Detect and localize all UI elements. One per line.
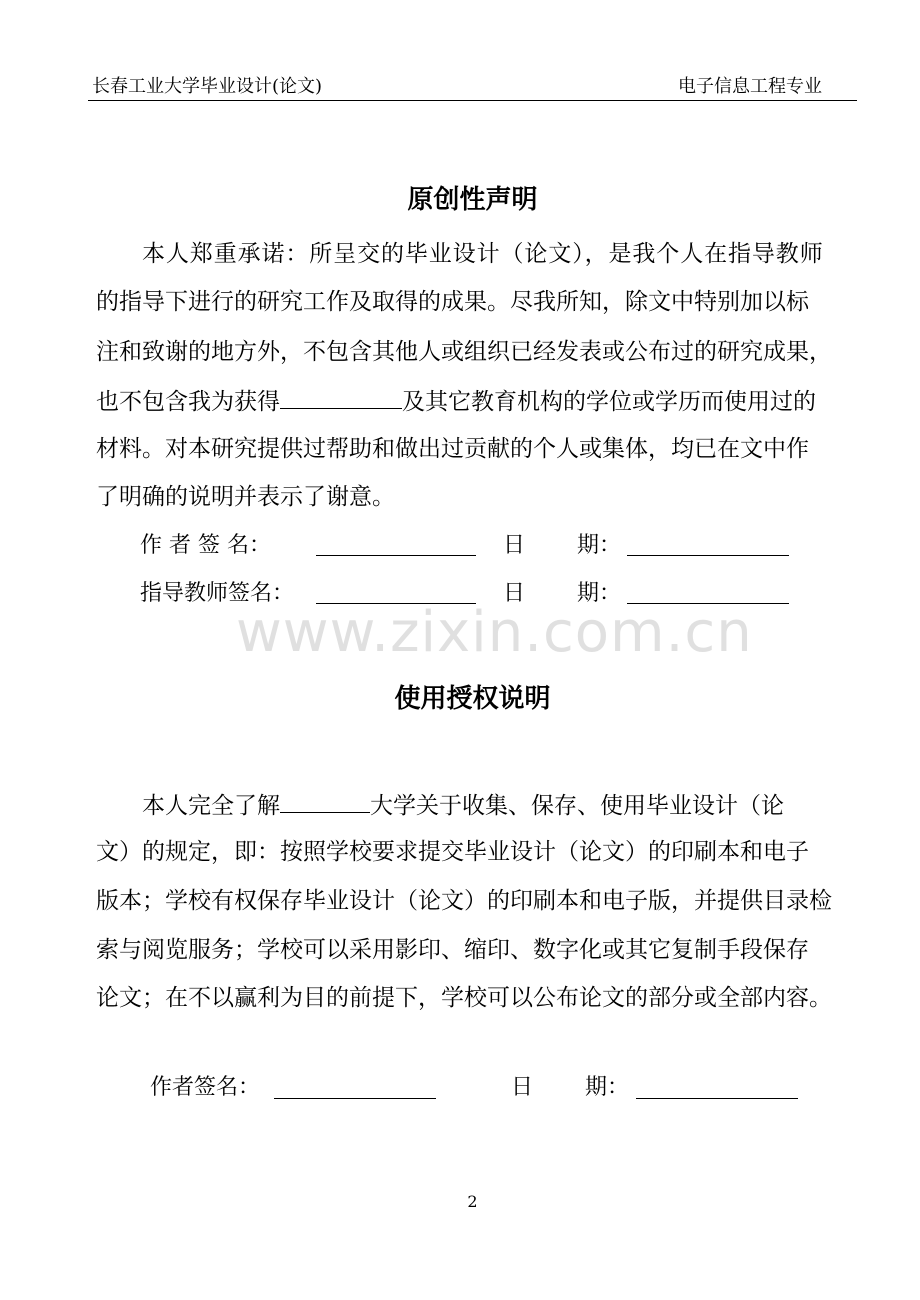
author-date-blank[interactable] (627, 555, 789, 556)
auth-author-sign-label: 作者签名： (150, 1075, 261, 1100)
authorization-line-1 (142, 790, 784, 820)
authorization-line-5: 论文；在不以赢利为目的前提下，学校可以公布论文的部分或全部内容。 (96, 985, 832, 1011)
author-date-label-day: 日 (503, 533, 526, 558)
university-name-blank[interactable] (280, 790, 370, 813)
advisor-sign-label: 指导教师签名： (140, 581, 295, 606)
authorization-line-2: 文）的规定，即：按照学校要求提交毕业设计（论文）的印刷本和电子 (96, 839, 809, 865)
authorization-line-3: 版本；学校有权保存毕业设计（论文）的印刷本和电子版，并提供目录检 (96, 888, 832, 914)
declaration-title: 原创性声明 (407, 185, 538, 215)
authorization-line-4: 索与阅览服务；学校可以采用影印、缩印、数字化或其它复制手段保存 (96, 937, 809, 963)
auth-date-blank[interactable] (636, 1098, 798, 1099)
header-major: 电子信息工程专业 (678, 76, 822, 97)
declaration-line-5: 材料。对本研究提供过帮助和做出过贡献的个人或集体，均已在文中作 (96, 436, 809, 462)
header-divider (88, 100, 857, 101)
advisor-date-label-day: 日 (503, 581, 526, 606)
authorization-line-1-end: 大学关于收集、保存、使用毕业设计（论 (370, 793, 784, 819)
declaration-line-6: 了明确的说明并表示了谢意。 (96, 484, 395, 510)
auth-author-sign-blank[interactable] (274, 1098, 436, 1099)
page-number: 2 (467, 1192, 478, 1211)
declaration-line-3: 注和致谢的地方外，不包含其他人或组织已经发表或公布过的研究成果， (96, 339, 832, 365)
watermark: www.zixin.com.cn (236, 600, 753, 665)
auth-date-label-period: 期： (585, 1075, 630, 1100)
declaration-line-4-end: 及其它教育机构的学位或学历而使用过的 (402, 389, 816, 415)
declaration-line-1: 本人郑重承诺：所呈交的毕业设计（论文），是我个人在指导教师 (142, 241, 824, 267)
authorization-title: 使用授权说明 (394, 684, 551, 714)
declaration-line-4 (96, 386, 816, 416)
declaration-line-4-start: 也不包含我为获得 (96, 389, 280, 415)
author-sign-blank[interactable] (316, 555, 476, 556)
declaration-line-2: 的指导下进行的研究工作及取得的成果。尽我所知，除文中特别加以标 (96, 289, 809, 315)
author-sign-label: 作 者 签 名： (140, 533, 271, 558)
authorization-line-1-start: 本人完全了解 (142, 793, 280, 819)
advisor-date-label-period: 期： (577, 581, 622, 606)
degree-institution-blank[interactable] (280, 386, 402, 409)
author-date-label-period: 期： (577, 533, 622, 558)
auth-date-label-day: 日 (511, 1075, 534, 1100)
header-school-title: 长春工业大学毕业设计(论文) (92, 76, 323, 97)
